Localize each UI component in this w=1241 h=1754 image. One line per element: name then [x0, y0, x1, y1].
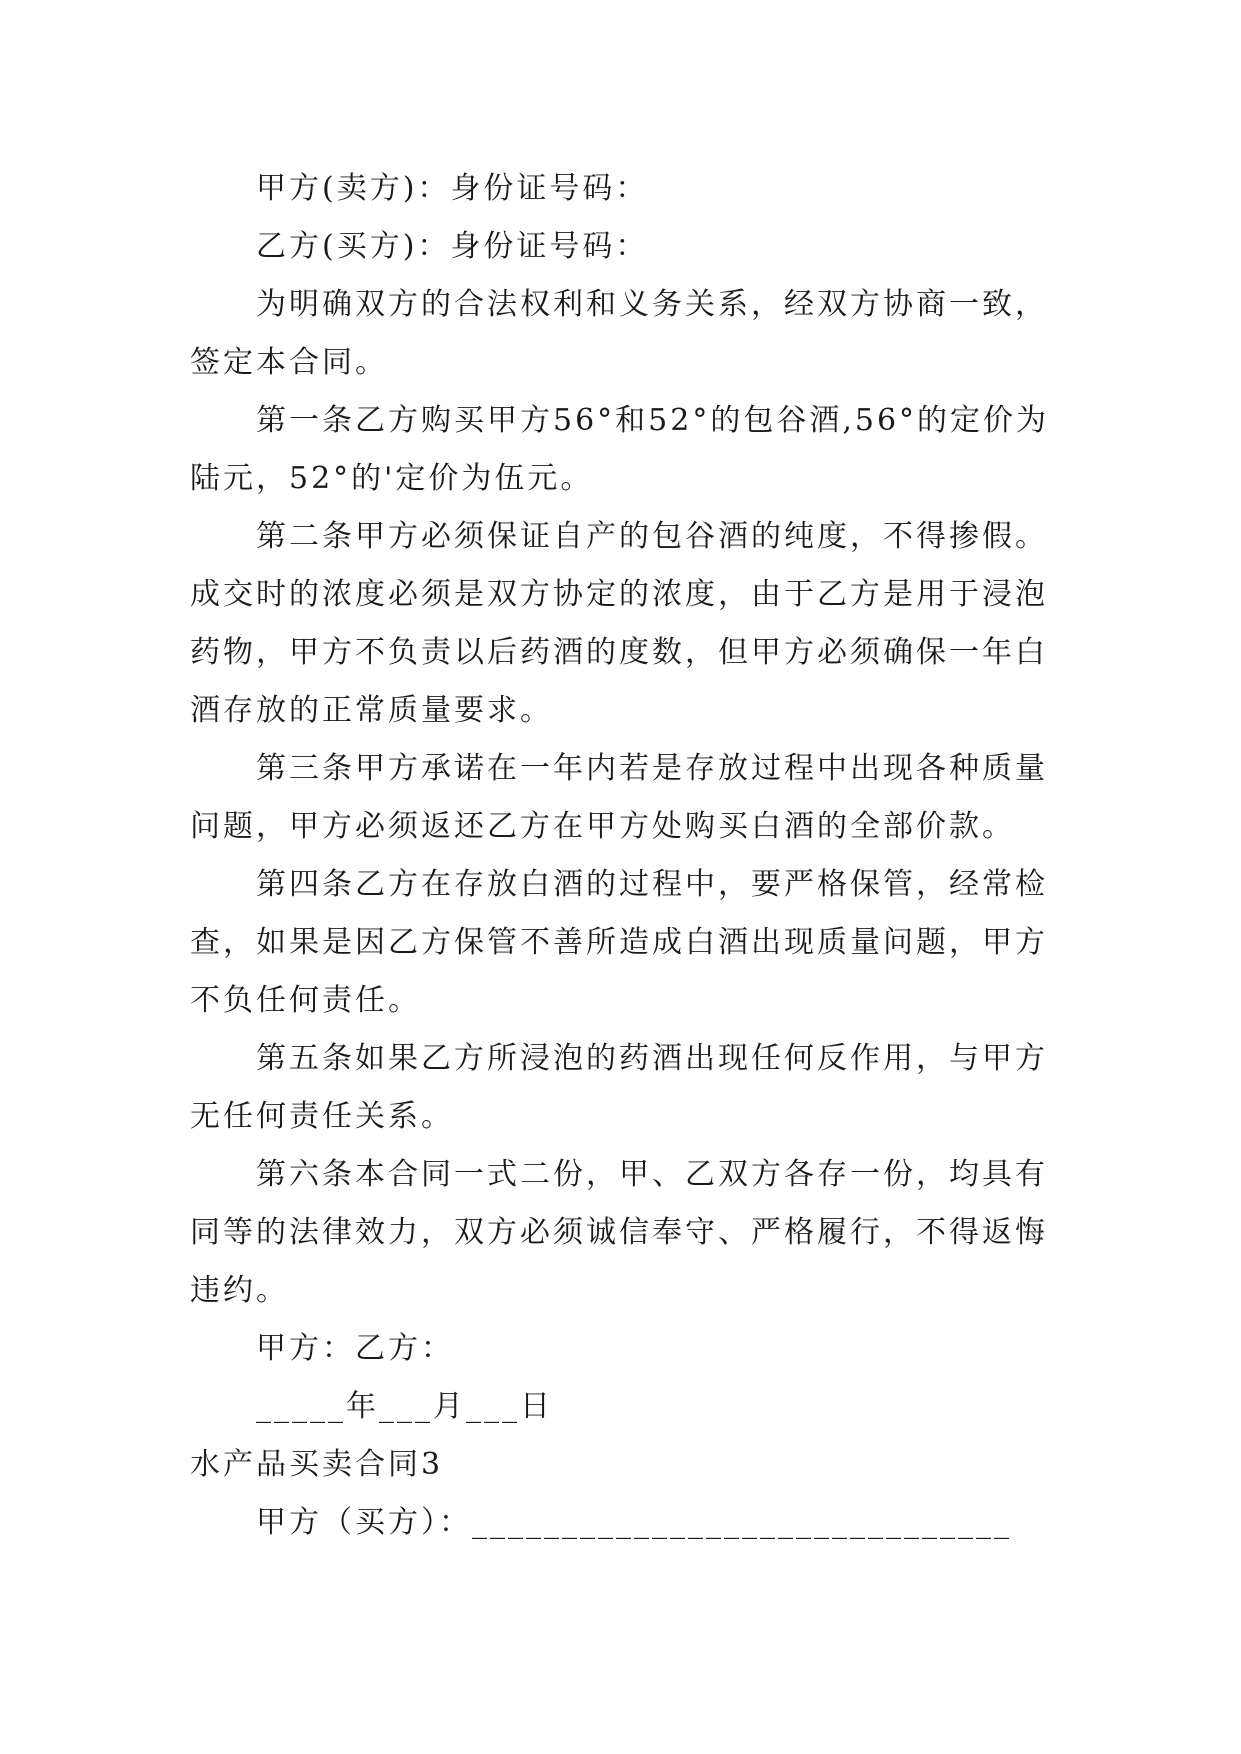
next-contract-title: 水产品买卖合同3: [190, 1447, 444, 1482]
article-1: 第一条乙方购买甲方56°和52°的包谷酒,56°的定价为陆元，52°的'定价为伍元。: [190, 403, 1050, 496]
date-line: _____年___月___日: [256, 1389, 553, 1424]
article-4: 第四条乙方在存放白酒的过程中，要严格保管，经常检查，如果是因乙方保管不善所造成白酒出现质量问题，甲方不负任何责任。: [190, 867, 1048, 1018]
contract-page: [190, 160, 1070, 1552]
article-3: 第三条甲方承诺在一年内若是存放过程中出现各种质量问题，甲方必须返还乙方在甲方处购买白酒的全部价款。: [190, 751, 1048, 844]
next-party-a-line: 甲方（买方）：______________________________: [256, 1505, 1012, 1540]
party-b-id-line: 乙方(买方)：身份证号码：: [256, 229, 649, 264]
signature-line: 甲方：乙方：: [256, 1331, 454, 1366]
article-5: 第五条如果乙方所浸泡的药酒出现任何反作用，与甲方无任何责任关系。: [190, 1041, 1048, 1134]
article-2: 第二条甲方必须保证自产的包谷酒的纯度，不得掺假。成交时的浓度必须是双方协定的浓度，由于乙方是用于浸泡药物，甲方不负责以后药酒的度数，但甲方必须确保一年白酒存放的正常质量要求。: [190, 519, 1048, 728]
party-a-id-line: 甲方(卖方)：身份证号码：: [256, 171, 649, 206]
article-6: 第六条本合同一式二份，甲、乙双方各存一份，均具有同等的法律效力，双方必须诚信奉守、严格履行，不得返悔违约。: [190, 1157, 1048, 1308]
preamble-paragraph: 为明确双方的合法权利和义务关系，经双方协商一致，签定本合同。: [190, 287, 1048, 380]
